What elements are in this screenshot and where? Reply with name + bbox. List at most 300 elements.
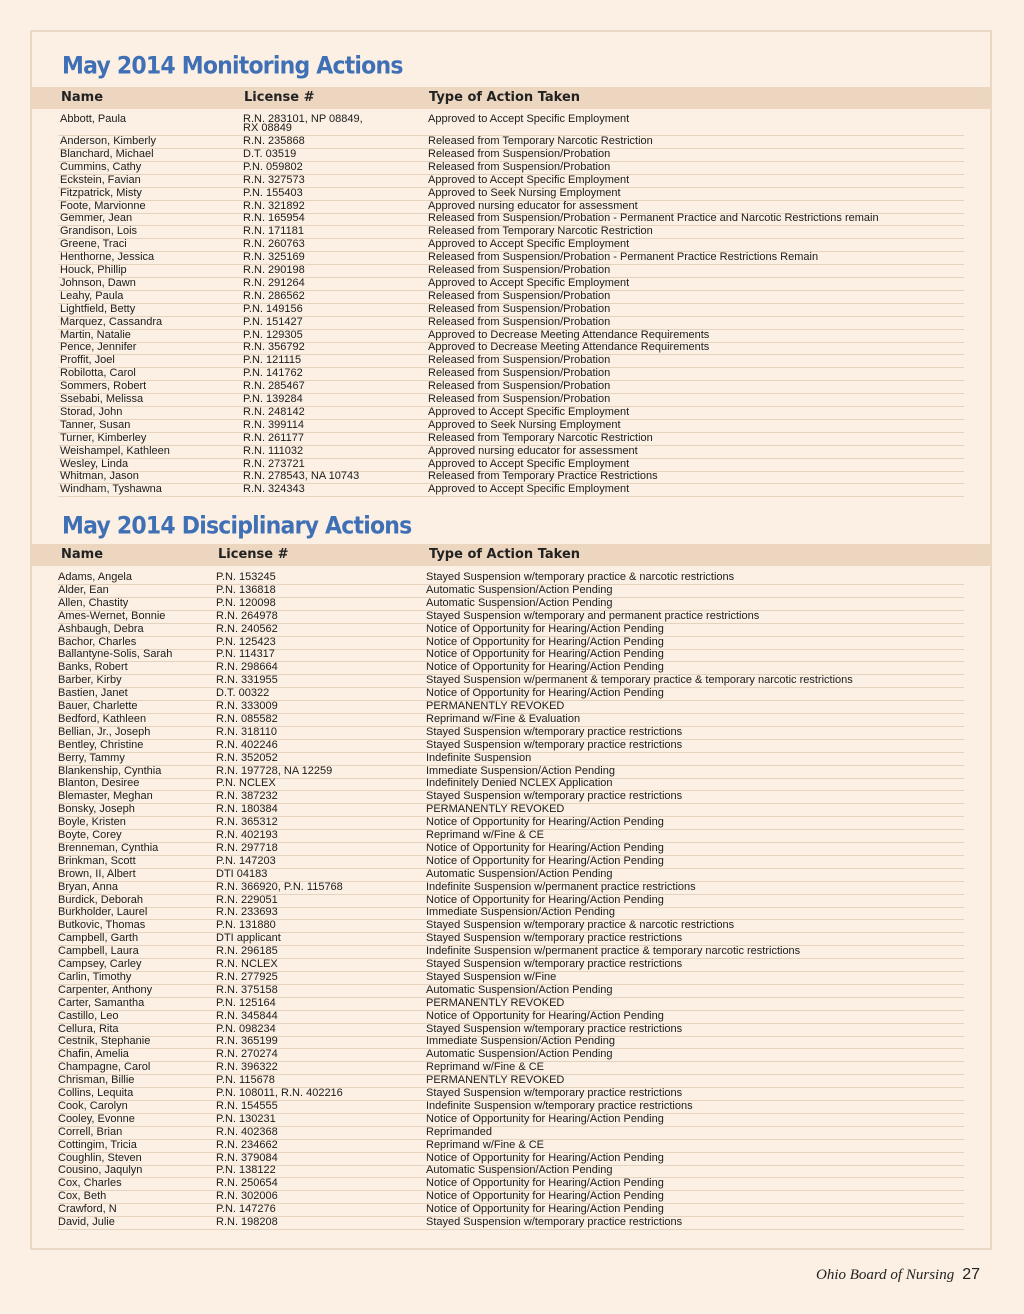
header-action: Type of Action Taken	[429, 547, 581, 562]
name-cell: Bentley, Christine	[58, 738, 144, 751]
name-cell: Robilotta, Carol	[60, 367, 136, 380]
table-row	[0, 932, 1024, 945]
license-cell: R.N. 233693	[216, 906, 278, 919]
action-cell: PERMANENTLY REVOKED	[426, 996, 565, 1009]
page-footer	[816, 1266, 980, 1284]
table-row	[0, 906, 1024, 919]
name-cell: Pence, Jennifer	[60, 341, 137, 354]
action-cell: Stayed Suspension w/Fine	[426, 970, 557, 983]
name-cell: Banks, Robert	[58, 661, 128, 674]
action-cell: Notice of Opportunity for Hearing/Action Pending	[426, 635, 664, 648]
license-cell: P.N. 115678	[216, 1074, 275, 1087]
name-cell: Cox, Beth	[58, 1190, 107, 1203]
license-cell: P.N. 151427	[243, 315, 303, 328]
name-cell: Ssebabi, Melissa	[60, 393, 144, 405]
action-cell: Released from Temporary Narcotic Restriction	[428, 431, 653, 444]
license-cell: P.N. 138122	[216, 1164, 276, 1177]
page-number: 27	[962, 1266, 980, 1283]
action-cell: Notice of Opportunity for Hearing/Action Pending	[426, 687, 664, 700]
table-row	[0, 790, 1024, 803]
name-cell: David, Julie	[58, 1216, 115, 1228]
license-cell: R.N. 154555	[216, 1099, 278, 1112]
action-cell: Released from Suspension/Probation	[428, 302, 611, 315]
action-cell: Stayed Suspension w/temporary practice restrictions	[426, 958, 683, 970]
license-cell: P.N. 120098	[216, 596, 276, 609]
name-cell: Allen, Chastity	[58, 596, 129, 609]
license-cell: R.N. 240562	[216, 622, 278, 635]
table-row	[0, 610, 1024, 623]
action-cell: Approved to Accept Specific Employment	[428, 276, 630, 289]
action-cell: Released from Suspension/Probation	[428, 380, 611, 393]
table-row	[0, 958, 1024, 971]
license-cell: R.N. 365312	[216, 816, 278, 829]
name-cell: Bauer, Charlette	[58, 700, 138, 712]
license-cell: R.N. 261177	[243, 431, 304, 444]
action-cell: Stayed Suspension w/permanent & temporary practice & temporary narcotic restrictions	[426, 674, 853, 687]
action-cell: Stayed Suspension w/temporary practice & narcotic restrictions	[426, 919, 735, 932]
header-license: License #	[218, 547, 289, 562]
table-row	[0, 726, 1024, 739]
action-cell: Reprimand w/Fine & CE	[426, 829, 544, 841]
license-cell: R.N. 264978	[216, 609, 278, 622]
name-cell: Proffit, Joel	[60, 354, 115, 367]
table-row	[0, 174, 1024, 187]
name-cell: Carlin, Timothy	[58, 970, 132, 983]
license-cell: P.N. 121115	[243, 354, 302, 367]
action-cell: Notice of Opportunity for Hearing/Action Pending	[426, 1151, 664, 1164]
table-row	[0, 636, 1024, 649]
action-cell: Notice of Opportunity for Hearing/Action Pending	[426, 1009, 664, 1022]
table-row	[0, 264, 1024, 277]
license-cell: R.N. 229051	[216, 893, 278, 906]
license-cell: R.N. 234662	[216, 1138, 278, 1151]
name-cell: Ballantyne-Solis, Sarah	[58, 648, 173, 661]
action-cell: Released from Suspension/Probation	[428, 147, 611, 160]
table-row	[0, 458, 1024, 471]
name-cell: Correll, Brian	[58, 1125, 123, 1138]
license-cell: DTI 04183	[216, 867, 268, 880]
action-cell: Indefinite Suspension w/permanent practice & temporary narcotic restrictions	[426, 945, 801, 958]
license-cell: R.N. 171181	[243, 225, 304, 238]
table-row	[0, 597, 1024, 610]
table-row	[0, 161, 1024, 174]
action-cell: Indefinite Suspension w/permanent practice restrictions	[426, 880, 696, 893]
action-cell: Notice of Opportunity for Hearing/Action Pending	[426, 816, 664, 829]
table-row	[0, 881, 1024, 894]
license-cell: R.N. 365199	[216, 1035, 278, 1048]
license-cell: P.N. 147203	[216, 854, 276, 867]
license-cell: P.N. 114317	[216, 648, 275, 661]
name-cell: Cestnik, Stephanie	[58, 1035, 151, 1048]
action-cell: Released from Temporary Narcotic Restriction	[428, 225, 653, 238]
table-row	[0, 367, 1024, 380]
action-cell: Notice of Opportunity for Hearing/Action Pending	[426, 854, 664, 867]
action-cell: Automatic Suspension/Action Pending	[426, 1164, 613, 1177]
name-cell: Cooley, Evonne	[58, 1112, 135, 1125]
table-row	[0, 1035, 1024, 1048]
table-row	[0, 855, 1024, 868]
table-row	[0, 354, 1024, 367]
table-row	[0, 648, 1024, 661]
name-cell: Henthorne, Jessica	[60, 251, 155, 264]
action-cell: PERMANENTLY REVOKED	[426, 700, 565, 712]
name-cell: Ames-Wernet, Bonnie	[58, 609, 166, 622]
table-row	[0, 842, 1024, 855]
action-cell: Stayed Suspension w/temporary practice restrictions	[426, 1216, 683, 1228]
table-row	[0, 765, 1024, 778]
action-cell: Released from Suspension/Probation	[428, 289, 611, 302]
action-cell: Approved to Accept Specific Employment	[428, 113, 630, 125]
license-cell: R.N. 250654	[216, 1177, 278, 1190]
name-cell: Burdick, Deborah	[58, 893, 143, 906]
table-row	[0, 135, 1024, 148]
action-cell: Indefinite Suspension	[426, 751, 532, 764]
action-cell: Released from Suspension/Probation	[428, 393, 611, 405]
license-cell: R.N. 285467	[243, 380, 305, 393]
action-cell: PERMANENTLY REVOKED	[426, 803, 565, 816]
license-cell: R.N. 277925	[216, 970, 278, 983]
license-cell: R.N. 260763	[243, 238, 305, 251]
name-cell: Brown, II, Albert	[58, 867, 136, 880]
name-cell: Boyte, Corey	[58, 829, 122, 841]
action-cell: Stayed Suspension w/temporary practice restrictions	[426, 1087, 683, 1099]
table-row	[0, 380, 1024, 393]
license-cell: P.N. 131880	[216, 919, 276, 932]
name-cell: Butkovic, Thomas	[58, 919, 146, 932]
action-cell: Automatic Suspension/Action Pending	[426, 867, 613, 880]
name-cell: Coughlin, Steven	[58, 1151, 142, 1164]
table-row	[0, 1010, 1024, 1023]
name-cell: Crawford, N	[58, 1203, 117, 1216]
table-row	[0, 1126, 1024, 1139]
name-cell: Castillo, Leo	[58, 1009, 119, 1022]
action-cell: Automatic Suspension/Action Pending	[426, 583, 613, 596]
license-cell: R.N. 321892	[243, 199, 305, 212]
name-cell: Carter, Samantha	[58, 996, 145, 1009]
name-cell: Bellian, Jr., Joseph	[58, 725, 151, 738]
license-cell: R.N. 345844	[216, 1009, 278, 1022]
name-cell: Collins, Lequita	[58, 1087, 134, 1099]
license-cell-line2: RX 08849	[243, 122, 292, 134]
disciplinary-title: May 2014 Disciplinary Actions	[62, 513, 412, 540]
license-cell: P.N. 139284	[243, 393, 303, 405]
action-cell: Automatic Suspension/Action Pending	[426, 596, 613, 609]
name-cell: Bedford, Kathleen	[58, 712, 147, 725]
table-row	[0, 251, 1024, 264]
header-action: Type of Action Taken	[429, 90, 581, 105]
action-cell: Released from Suspension/Probation	[428, 367, 611, 380]
license-cell: R.N. 298664	[216, 661, 278, 674]
action-cell: Reprimand w/Fine & Evaluation	[426, 712, 581, 725]
license-cell: R.N. 324343	[243, 483, 305, 496]
table-row	[0, 661, 1024, 674]
name-cell: Johnson, Dawn	[60, 276, 136, 289]
license-cell: R.N. 297718	[216, 841, 278, 854]
action-cell: Approved to Decrease Meeting Attendance Requirements	[428, 341, 710, 354]
table-row	[0, 752, 1024, 765]
license-cell: D.T. 00322	[216, 687, 270, 700]
name-cell: Cellura, Rita	[58, 1022, 119, 1035]
action-cell: Notice of Opportunity for Hearing/Action Pending	[426, 648, 664, 661]
action-cell: Approved to Accept Specific Employment	[428, 457, 630, 470]
table-row	[0, 225, 1024, 238]
action-cell: Approved to Accept Specific Employment	[428, 483, 630, 496]
table-row	[0, 1203, 1024, 1216]
table-row	[0, 277, 1024, 290]
action-cell: Released from Suspension/Probation	[428, 354, 611, 367]
action-cell: Stayed Suspension w/temporary practice restrictions	[426, 932, 683, 945]
name-cell: Champagne, Carol	[58, 1061, 151, 1074]
table-row	[0, 687, 1024, 700]
license-cell: R.N. 085582	[216, 712, 278, 725]
license-cell: R.N. 111032	[243, 444, 304, 457]
license-cell: R.N. 286562	[243, 289, 305, 302]
name-cell: Bryan, Anna	[58, 880, 118, 893]
name-cell: Cottingim, Tricia	[58, 1138, 137, 1151]
license-cell: R.N. 235868	[243, 135, 305, 147]
table-row	[0, 997, 1024, 1010]
name-cell: Storad, John	[60, 405, 123, 418]
license-cell: D.T. 03519	[243, 147, 297, 160]
license-cell: R.N. 290198	[243, 264, 305, 276]
license-cell: R.N. 302006	[216, 1190, 278, 1203]
table-row	[0, 406, 1024, 419]
name-cell: Blemaster, Meghan	[58, 790, 153, 803]
table-row	[0, 341, 1024, 354]
name-cell: Blankenship, Cynthia	[58, 764, 162, 777]
action-cell: Approved to Seek Nursing Employment	[428, 186, 621, 199]
action-cell: Approved to Accept Specific Employment	[428, 238, 630, 251]
table-row	[0, 1177, 1024, 1190]
name-cell: Whitman, Jason	[60, 470, 139, 483]
monitoring-table-header	[32, 87, 990, 109]
name-cell: Barber, Kirby	[58, 674, 122, 687]
table-row	[0, 303, 1024, 316]
action-cell: PERMANENTLY REVOKED	[426, 1074, 565, 1087]
action-cell: Notice of Opportunity for Hearing/Action Pending	[426, 1190, 664, 1203]
license-cell: R.N. 165954	[243, 212, 305, 225]
license-cell: R.N. 399114	[243, 418, 304, 431]
table-row	[0, 113, 1024, 135]
table-row	[0, 445, 1024, 458]
header-name: Name	[61, 547, 104, 562]
name-cell: Marquez, Cassandra	[60, 315, 163, 328]
action-cell: Released from Suspension/Probation	[428, 315, 611, 328]
license-cell: R.N. 325169	[243, 251, 305, 264]
license-cell: R.N. 283101, NP 08849,	[243, 113, 363, 125]
action-cell: Immediate Suspension/Action Pending	[426, 764, 615, 777]
table-row	[0, 212, 1024, 225]
table-row	[0, 868, 1024, 881]
action-cell: Approved to Accept Specific Employment	[428, 173, 630, 186]
action-cell: Notice of Opportunity for Hearing/Action Pending	[426, 1203, 664, 1216]
license-cell: R.N. 387232	[216, 790, 278, 803]
action-cell: Immediate Suspension/Action Pending	[426, 1035, 615, 1048]
name-cell: Carpenter, Anthony	[58, 983, 153, 996]
action-cell: Stayed Suspension w/temporary practice restrictions	[426, 1022, 683, 1035]
name-cell: Turner, Kimberley	[60, 431, 147, 444]
action-cell: Notice of Opportunity for Hearing/Action Pending	[426, 893, 664, 906]
table-row	[0, 329, 1024, 342]
name-cell: Windham, Tyshawna	[60, 483, 162, 496]
table-row	[0, 1100, 1024, 1113]
table-row	[0, 1113, 1024, 1126]
name-cell: Berry, Tammy	[58, 751, 125, 764]
table-row	[0, 816, 1024, 829]
table-row	[0, 419, 1024, 432]
action-cell: Notice of Opportunity for Hearing/Action Pending	[426, 622, 664, 635]
license-cell: P.N. 153245	[216, 571, 276, 583]
name-cell: Grandison, Lois	[60, 225, 138, 238]
table-row	[0, 829, 1024, 842]
action-cell: Reprimand w/Fine & CE	[426, 1061, 544, 1074]
license-cell: R.N. 402246	[216, 738, 278, 751]
table-row	[0, 945, 1024, 958]
action-cell: Indefinitely Denied NCLEX Application	[426, 777, 613, 790]
name-cell: Leahy, Paula	[60, 289, 124, 302]
table-row	[0, 290, 1024, 303]
license-cell: P.N. 098234	[216, 1022, 276, 1035]
action-cell: Reprimand w/Fine & CE	[426, 1138, 544, 1151]
table-row	[0, 187, 1024, 200]
license-cell: P.N. 136818	[216, 583, 276, 596]
license-cell: R.N. NCLEX	[216, 958, 278, 970]
name-cell: Chafin, Amelia	[58, 1048, 129, 1061]
table-row	[0, 739, 1024, 752]
table-row	[0, 1139, 1024, 1152]
name-cell: Campbell, Laura	[58, 945, 139, 958]
name-cell: Blanchard, Michael	[60, 147, 154, 160]
action-cell: Notice of Opportunity for Hearing/Action Pending	[426, 841, 664, 854]
license-cell: R.N. 278543, NA 10743	[243, 470, 360, 483]
action-cell: Stayed Suspension w/temporary and permanent practice restrictions	[426, 609, 760, 622]
table-row	[0, 238, 1024, 251]
license-cell: DTI applicant	[216, 932, 281, 945]
name-cell: Bastien, Janet	[58, 687, 128, 700]
name-cell: Adams, Angela	[58, 571, 132, 583]
table-row	[0, 1074, 1024, 1087]
name-cell: Ashbaugh, Debra	[58, 622, 144, 635]
license-cell: R.N. 296185	[216, 945, 278, 958]
license-cell: P.N. NCLEX	[216, 777, 276, 790]
license-cell: P.N. 147276	[216, 1203, 276, 1216]
action-cell: Approved to Decrease Meeting Attendance Requirements	[428, 328, 710, 341]
action-cell: Released from Temporary Narcotic Restriction	[428, 135, 653, 147]
name-cell: Campsey, Carley	[58, 958, 142, 970]
table-row	[0, 393, 1024, 406]
table-row	[0, 148, 1024, 161]
license-cell: R.N. 352052	[216, 751, 278, 764]
table-row	[0, 483, 1024, 496]
name-cell: Campbell, Garth	[58, 932, 139, 945]
name-cell: Wesley, Linda	[60, 457, 129, 470]
disciplinary-table-header	[32, 544, 990, 566]
license-cell: P.N. 141762	[243, 367, 303, 380]
header-license: License #	[244, 90, 315, 105]
license-cell: R.N. 333009	[216, 700, 278, 712]
license-cell: R.N. 356792	[243, 341, 305, 354]
table-row	[0, 894, 1024, 907]
name-cell: Anderson, Kimberly	[60, 135, 156, 147]
table-row	[0, 674, 1024, 687]
action-cell: Notice of Opportunity for Hearing/Action Pending	[426, 661, 664, 674]
action-cell: Stayed Suspension w/temporary practice restrictions	[426, 738, 683, 751]
table-row	[0, 713, 1024, 726]
license-cell: R.N. 402368	[216, 1125, 278, 1138]
table-row	[0, 1061, 1024, 1074]
license-cell: R.N. 318110	[216, 725, 277, 738]
name-cell: Martin, Natalie	[60, 328, 131, 341]
action-cell: Approved nursing educator for assessment	[428, 444, 638, 457]
table-row	[0, 919, 1024, 932]
action-cell: Released from Suspension/Probation	[428, 160, 611, 173]
table-row	[0, 432, 1024, 445]
name-cell: Sommers, Robert	[60, 380, 147, 393]
header-name: Name	[61, 90, 104, 105]
license-cell: R.N. 248142	[243, 405, 305, 418]
license-cell: R.N. 331955	[216, 674, 278, 687]
license-cell: P.N. 125164	[216, 996, 276, 1009]
license-cell: R.N. 273721	[243, 457, 305, 470]
action-cell: Approved nursing educator for assessment	[428, 199, 638, 212]
action-cell: Released from Temporary Practice Restrictions	[428, 470, 658, 483]
table-row	[0, 1087, 1024, 1100]
license-cell: R.N. 375158	[216, 983, 278, 996]
action-cell: Released from Suspension/Probation	[428, 264, 611, 276]
name-cell: Lightfield, Betty	[60, 302, 136, 315]
table-row	[0, 1152, 1024, 1165]
license-cell: R.N. 402193	[216, 829, 278, 841]
name-cell: Alder, Ean	[58, 583, 109, 596]
name-cell: Boyle, Kristen	[58, 816, 126, 829]
action-cell: Notice of Opportunity for Hearing/Action Pending	[426, 1177, 664, 1190]
action-cell: Indefinite Suspension w/temporary practice restrictions	[426, 1099, 693, 1112]
name-cell: Foote, Marvionne	[60, 199, 146, 212]
table-row	[0, 316, 1024, 329]
action-cell: Released from Suspension/Probation - Permanent Practice Restrictions Remain	[428, 251, 819, 264]
name-cell: Gemmer, Jean	[60, 212, 133, 225]
table-row	[0, 1216, 1024, 1229]
table-row	[0, 1164, 1024, 1177]
license-cell: R.N. 198208	[216, 1216, 278, 1228]
publication-name: Ohio Board of Nursing	[815, 1267, 955, 1283]
table-row	[0, 971, 1024, 984]
license-cell: R.N. 180384	[216, 803, 278, 816]
name-cell: Fitzpatrick, Misty	[60, 186, 142, 199]
table-row	[0, 571, 1024, 584]
action-cell: Stayed Suspension w/temporary practice & narcotic restrictions	[426, 571, 735, 583]
name-cell: Weishampel, Kathleen	[60, 444, 170, 457]
license-cell: R.N. 396322	[216, 1061, 278, 1074]
table-row	[0, 200, 1024, 213]
license-cell: R.N. 197728, NA 12259	[216, 764, 333, 777]
name-cell: Burkholder, Laurel	[58, 906, 148, 919]
license-cell: R.N. 291264	[243, 276, 305, 289]
action-cell: Approved to Seek Nursing Employment	[428, 418, 621, 431]
action-cell: Released from Suspension/Probation - Permanent Practice and Narcotic Restrictions remain	[428, 212, 879, 225]
name-cell: Bachor, Charles	[58, 635, 137, 648]
name-cell: Bonsky, Joseph	[58, 803, 135, 816]
name-cell: Blanton, Desiree	[58, 777, 140, 790]
name-cell: Brinkman, Scott	[58, 854, 136, 867]
name-cell: Tanner, Susan	[60, 418, 131, 431]
table-row	[0, 470, 1024, 483]
action-cell: Stayed Suspension w/temporary practice restrictions	[426, 790, 683, 803]
license-cell: R.N. 379084	[216, 1151, 278, 1164]
action-cell: Automatic Suspension/Action Pending	[426, 983, 613, 996]
table-row	[0, 623, 1024, 636]
name-cell: Cummins, Cathy	[60, 160, 142, 173]
